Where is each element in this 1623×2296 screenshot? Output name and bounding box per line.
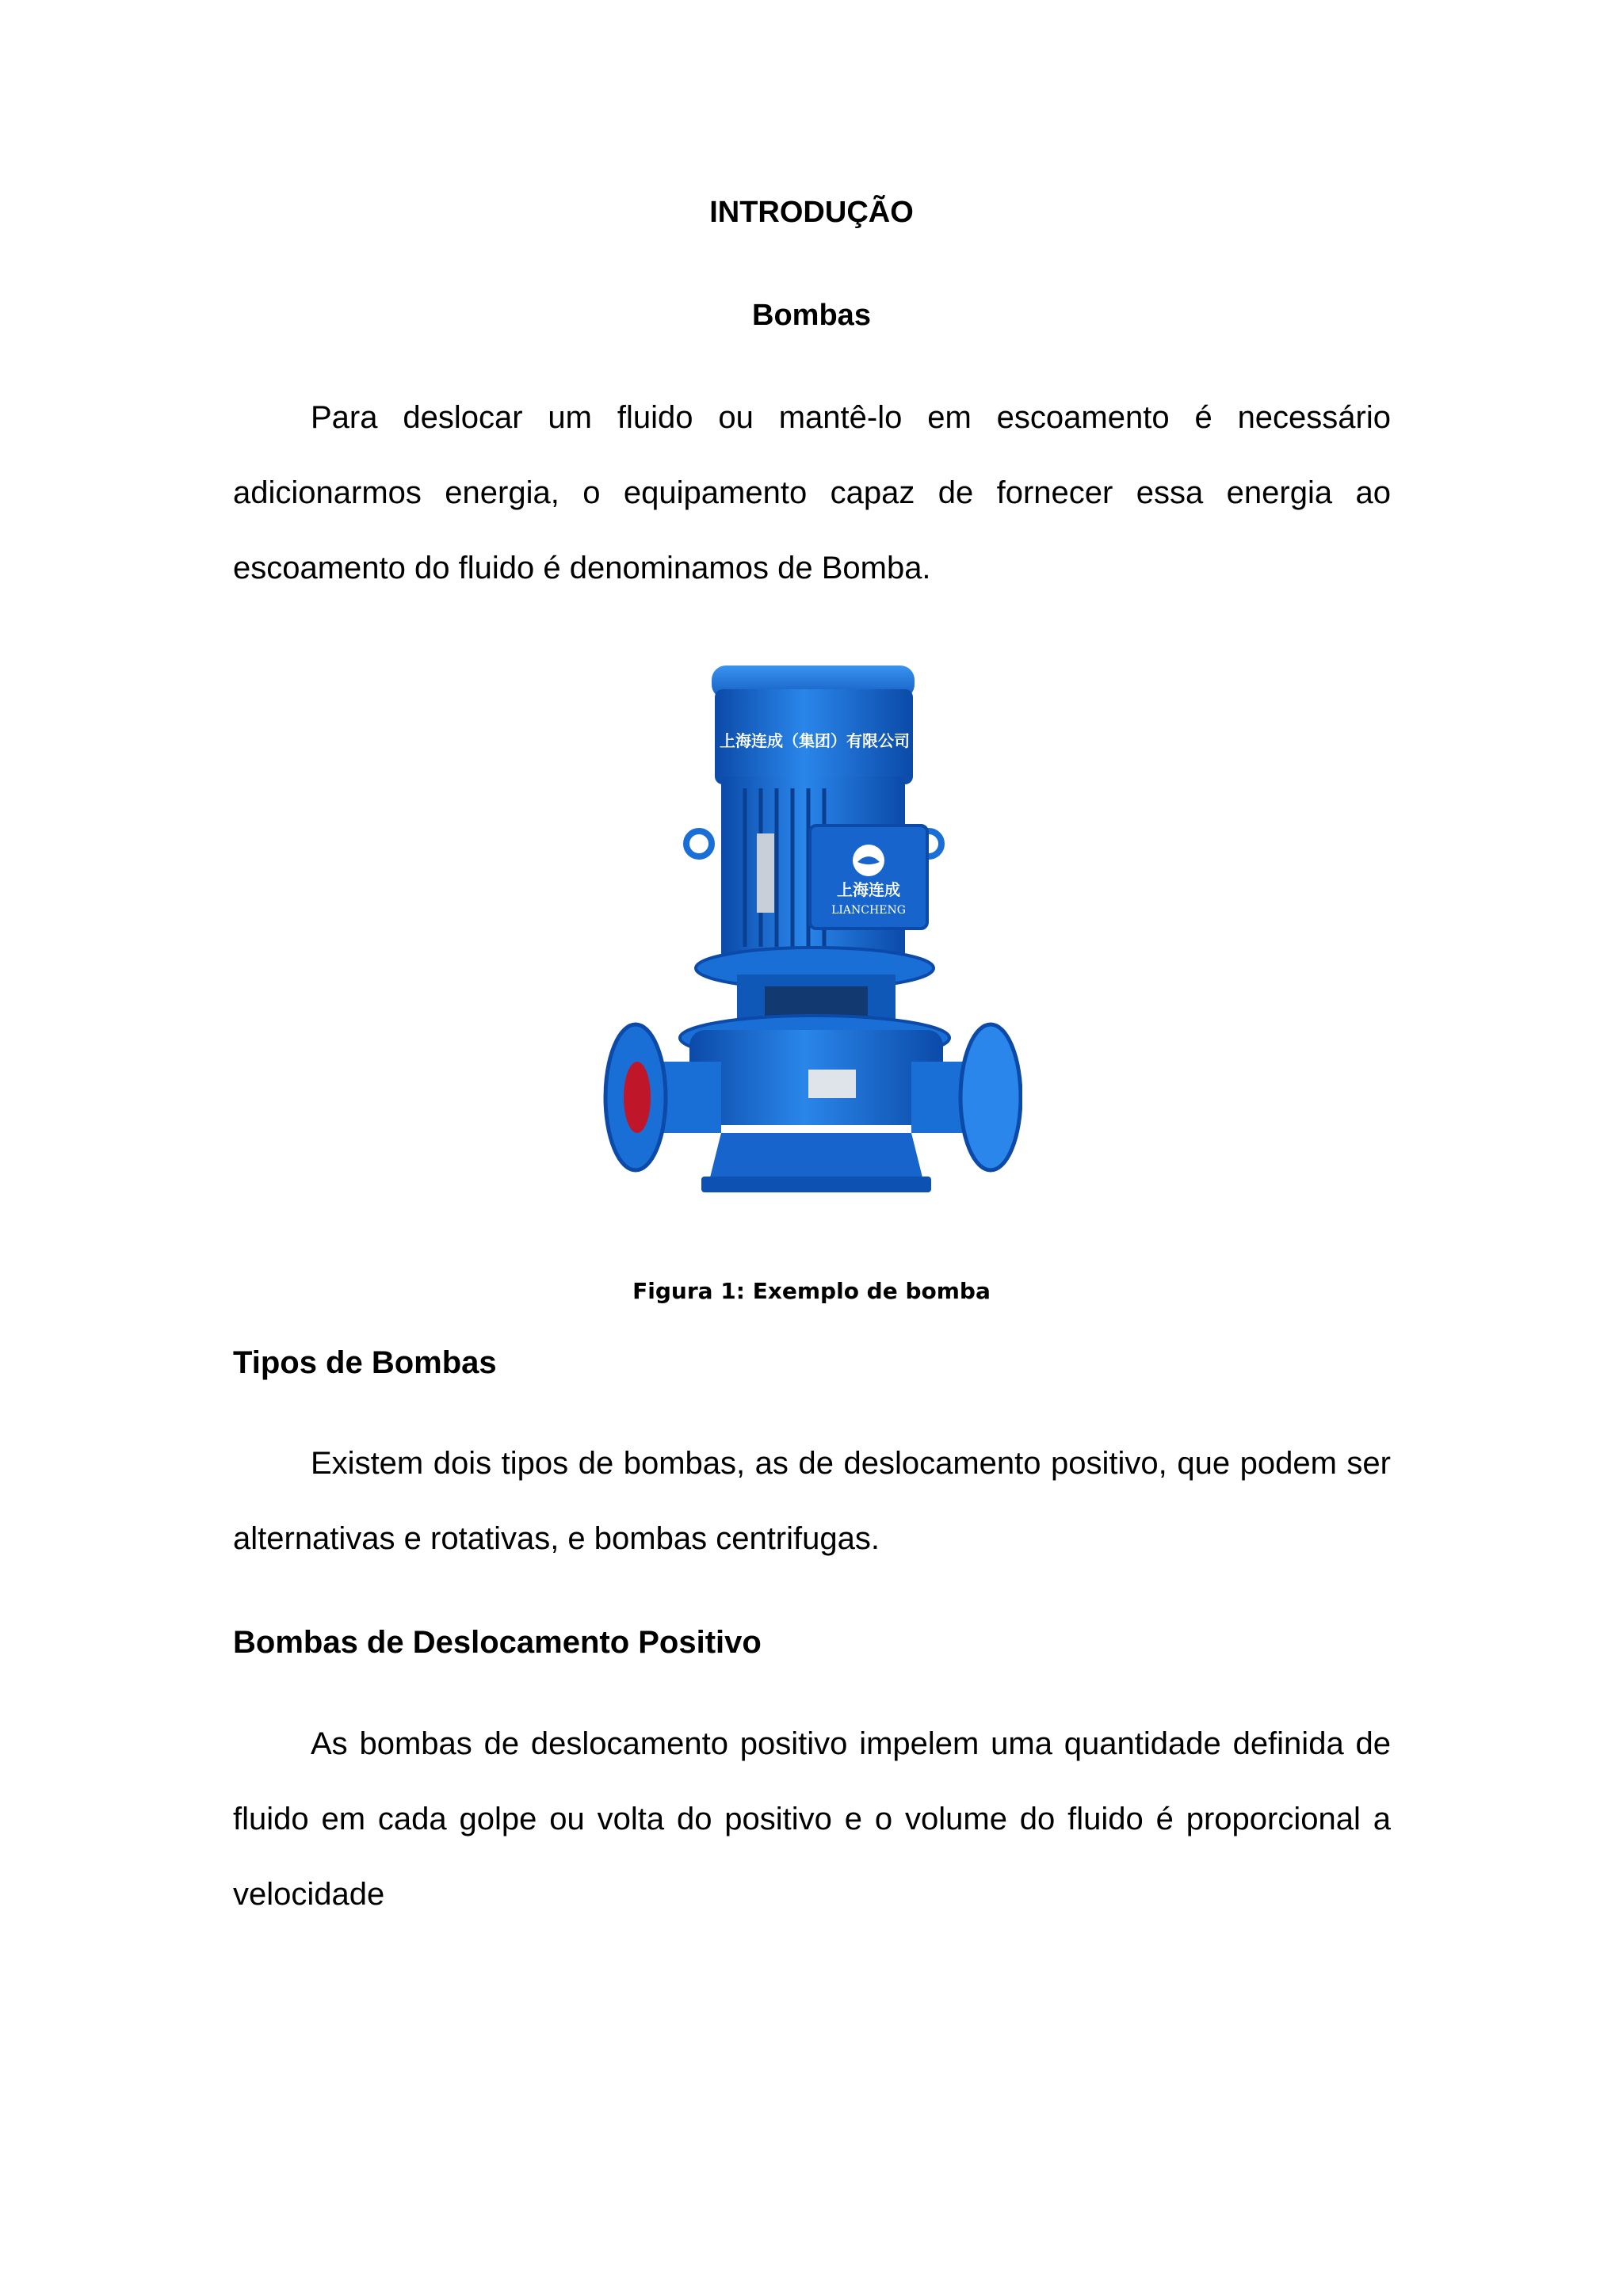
figure-caption: Figura 1: Exemplo de bomba: [632, 1278, 991, 1304]
positive-displacement-heading: Bombas de Deslocamento Positivo: [233, 1625, 762, 1660]
positive-displacement-paragraph: As bombas de deslocamento positivo impelem uma quantidade definida de fluido em cada golpe ou volta do positivo e o volume do fluido é proporcional a velocidade: [233, 1726, 1391, 1912]
brand-chinese: 上海连成: [837, 880, 900, 899]
types-heading: Tipos de Bombas: [233, 1345, 497, 1380]
subtitle: Bombas: [752, 299, 871, 332]
motor-label: 上海连成（集团）有限公司: [720, 731, 910, 750]
brand-latin: LIANCHENG: [831, 904, 906, 917]
types-paragraph: Existem dois tipos de bombas, as de deslocamento positivo, que podem ser alternativas e rotativas, e bombas centrifugas.: [233, 1446, 1391, 1556]
pump-image: [602, 658, 1022, 1212]
pump-figure: [602, 658, 1022, 1212]
section-title: INTRODUÇÃO: [709, 196, 914, 229]
intro-paragraph: Para deslocar um fluido ou mantê-lo em escoamento é necessário adicionarmos energia, o equipamento capaz de fornecer essa energia ao escoamento do fluido é denominamos de Bomba.: [233, 400, 1391, 585]
